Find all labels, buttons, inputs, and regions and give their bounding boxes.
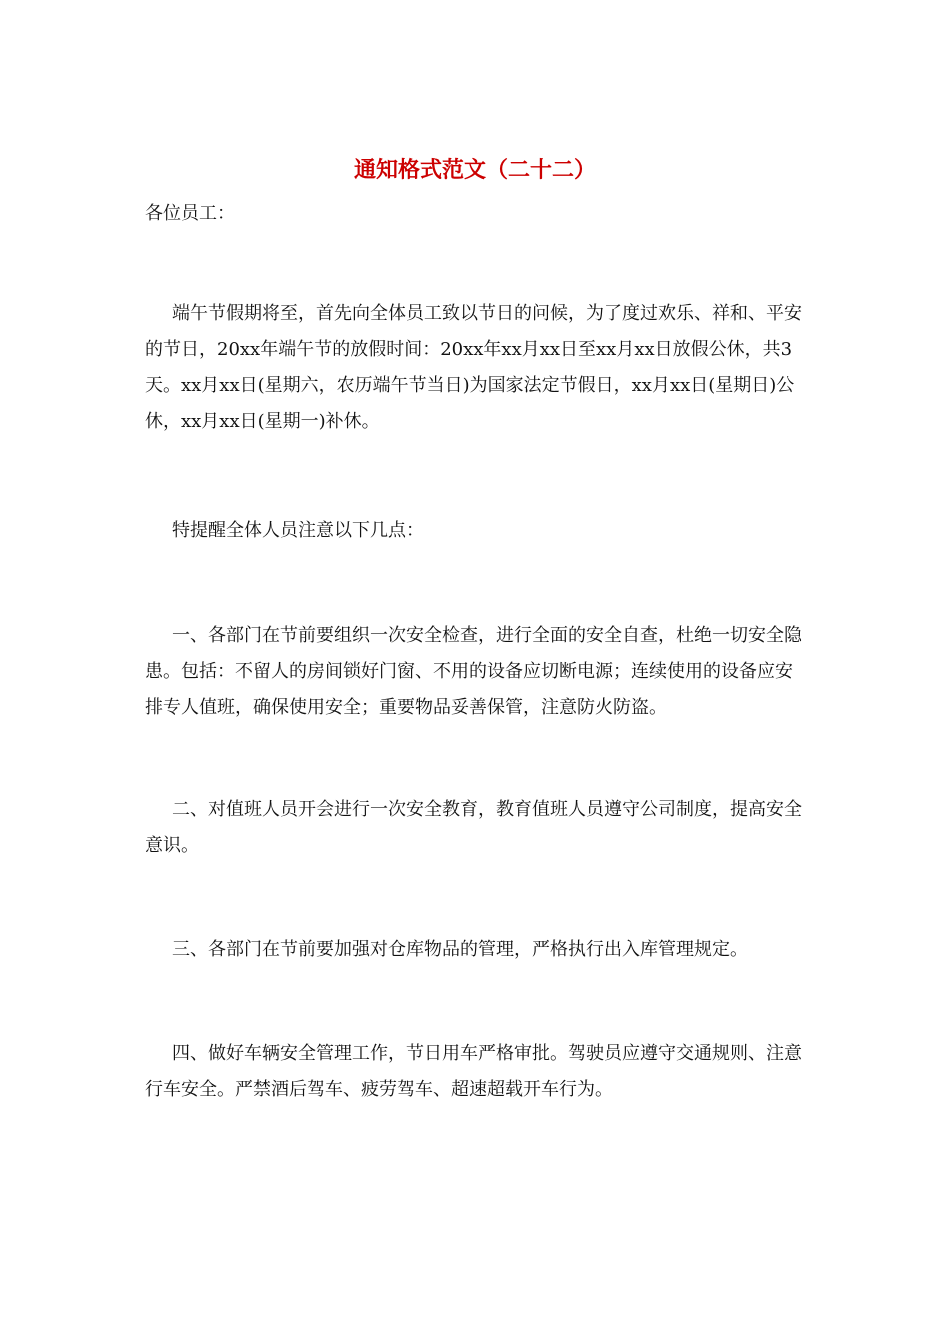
paragraph-holiday-schedule: 端午节假期将至，首先向全体员工致以节日的问候，为了度过欢乐、祥和、平安的节日，20xx年端午节的放假时间：20xx年xx月xx日至xx月xx日放假公休，共3天。xx月xx日(星期六，农历端午节当日)为国家法定节假日，xx月xx日(星期日)公休，xx月xx日(星期一)补休。 xyxy=(145,303,802,432)
paragraph-point-3: 三、各部门在节前要加强对仓库物品的管理，严格执行出入库管理规定。 xyxy=(172,939,748,960)
paragraph-point-4: 四、做好车辆安全管理工作，节日用车严格审批。驾驶员应遵守交通规则、注意行车安全。严禁酒后驾车、疲劳驾车、超速超载开车行为。 xyxy=(145,1043,802,1100)
document-title: 通知格式范文（二十二） xyxy=(353,157,596,183)
paragraph-reminder-intro: 特提醒全体人员注意以下几点： xyxy=(172,520,424,541)
paragraph-point-1: 一、各部门在节前要组织一次安全检查，进行全面的安全自查，杜绝一切安全隐患。包括：不留人的房间锁好门窗、不用的设备应切断电源；连续使用的设备应安排专人值班，确保使用安全；重要物品妥善保管，注意防火防盗。 xyxy=(145,625,802,718)
paragraph-point-2: 二、对值班人员开会进行一次安全教育，教育值班人员遵守公司制度，提高安全意识。 xyxy=(145,799,802,856)
greeting: 各位员工： xyxy=(145,203,235,224)
